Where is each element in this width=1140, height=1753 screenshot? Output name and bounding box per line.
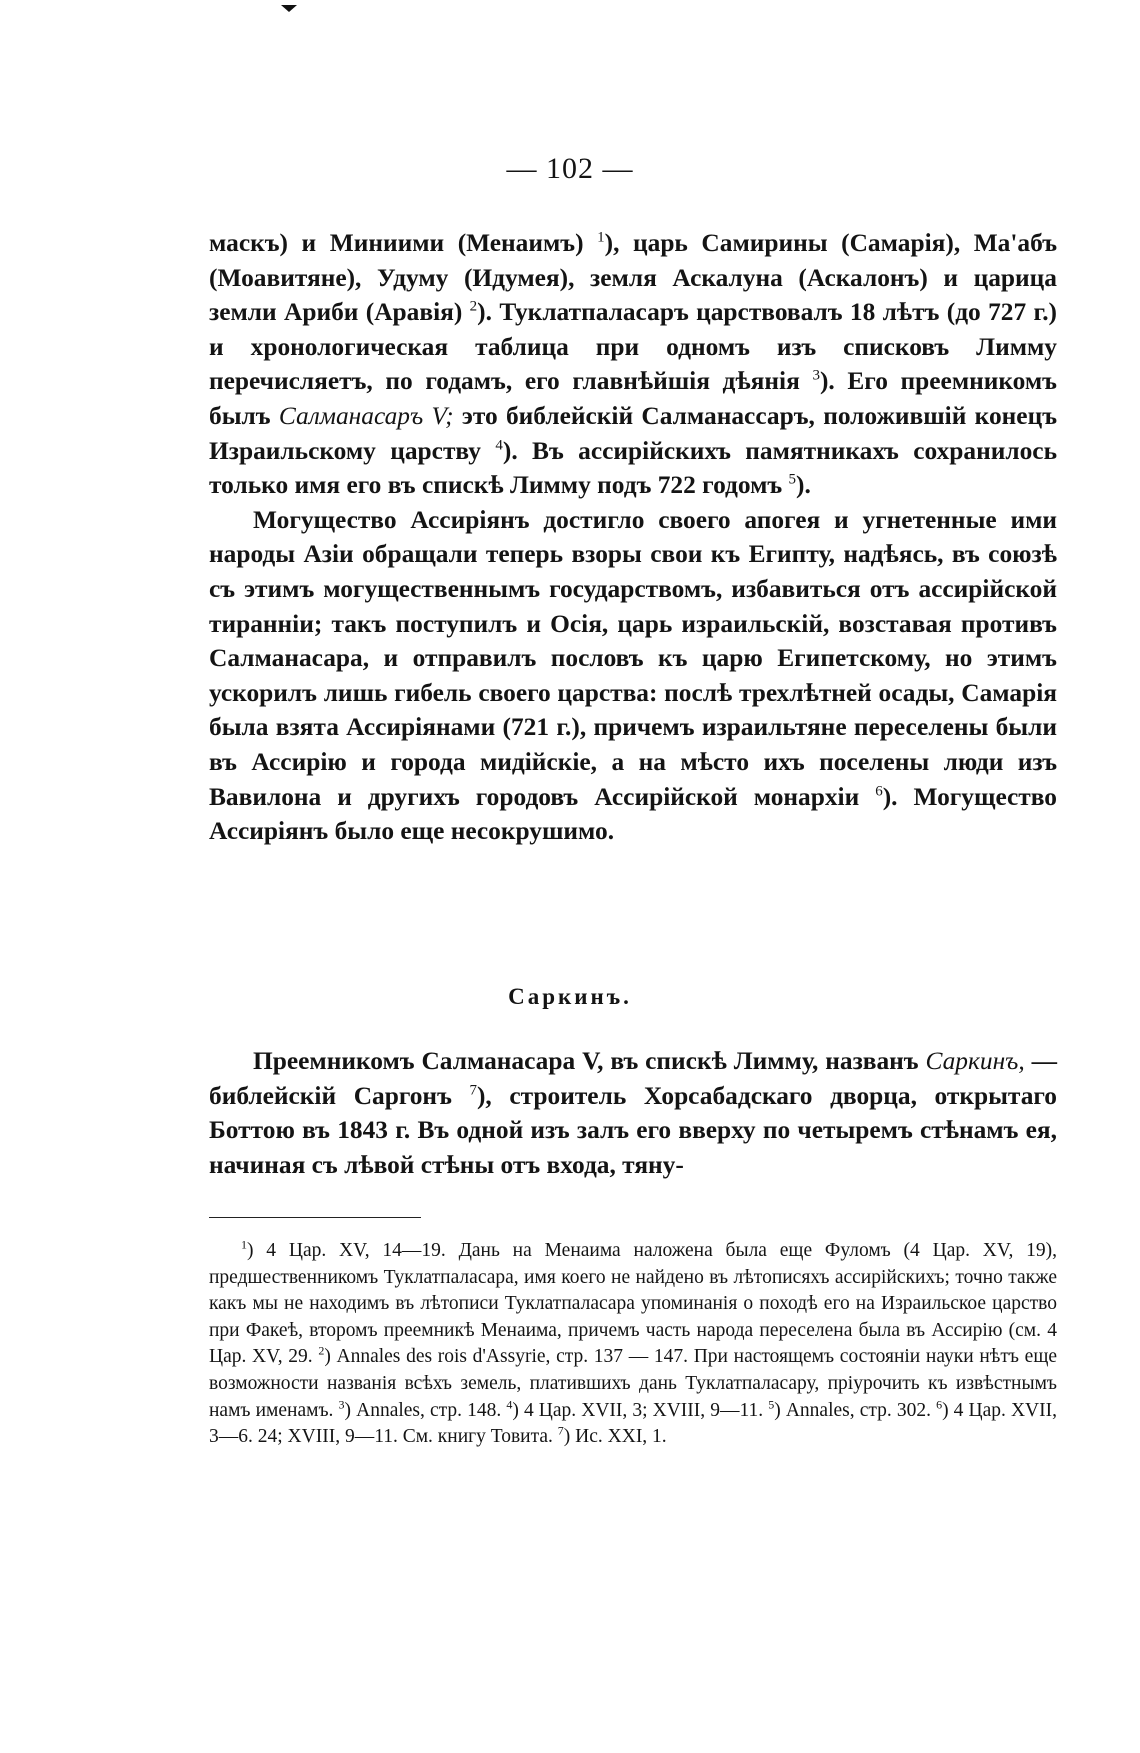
footnote-ref[interactable]: 4 xyxy=(495,437,503,454)
text-span: ). Его преемникомъ былъ xyxy=(209,367,1057,430)
footnote-text: ) 4 Цар. XVII, 3—6. 24; XVIII, 9—11. См. книгу Товита. xyxy=(209,1399,1057,1448)
page-number: — 102 — xyxy=(506,152,634,185)
section-heading: Саркинъ. xyxy=(508,984,632,1009)
footnote-mark: 7 xyxy=(557,1423,564,1438)
footnote-ref[interactable]: 7 xyxy=(469,1082,477,1099)
italic-name: Салманасаръ V; xyxy=(278,401,454,430)
text-span: ). Въ ассирійскихъ памятникахъ сохранилось только имя его въ спискѣ Лимму подъ 722 годомъ xyxy=(209,436,1057,500)
text-span: ), царь Самирины (Самарія), Ма'абъ (Моавитяне), Удуму (Идумея), земля Аскалуна (Аскалонъ) и царица земли Ариби (Аравія) xyxy=(209,229,1057,327)
footnote-text: ) 4 Цар. XV, 14—19. Дань на Менаима наложена была еще Фуломъ (4 Цар. XV, 19), предшественникомъ Туклатпаласара, имя коего не найдено въ лѣтописяхъ ассирійскихъ; точно также какъ мы не находимъ въ лѣтописи Туклатпаласара упоминанія о походѣ его на Израильское царство при Факеѣ, второмъ преемникѣ Менаима, причемъ часть народа переселена была въ Ассирію (см. 4 Цар. XV, 29. xyxy=(209,1240,1057,1368)
text-span: маскъ) и Миниими (Менаимъ) xyxy=(209,229,598,257)
footnote-mark: 3 xyxy=(338,1397,345,1412)
footnote-divider xyxy=(209,1217,421,1218)
text-span: ). Туклатпаласаръ царствовалъ 18 лѣтъ (до 727 г.) и хронологическая таблица при одномъ изъ списковъ Лимму перечисляетъ, по годамъ, его главнѣйшія дѣянія xyxy=(209,298,1057,396)
footnote-ref[interactable]: 5 xyxy=(788,471,797,488)
italic-name: Саркинъ, xyxy=(925,1047,1025,1075)
footnote-mark: 4 xyxy=(506,1397,513,1412)
main-text xyxy=(209,226,1057,849)
paragraph xyxy=(209,503,1057,849)
footnote-ref[interactable]: 6 xyxy=(875,783,883,800)
text-span: — библейскій Саргонъ xyxy=(209,1047,1057,1110)
text-span: ). xyxy=(796,471,811,500)
text-span: ), строитель Хорсабадскаго дворца, открытаго Боттою въ 1843 г. Въ одной изъ залъ его вверху по четыремъ стѣнамъ ея, начиная съ лѣвой стѣны отъ входа, тяну- xyxy=(209,1081,1057,1179)
text-span: Преемникомъ Салманасара V, въ спискѣ Лимму, названъ xyxy=(253,1047,926,1075)
arrow-mark-icon xyxy=(281,5,297,12)
footnote-mark: 1 xyxy=(241,1237,247,1252)
footnote-ref[interactable]: 2 xyxy=(469,298,478,315)
footnote-mark: 5 xyxy=(768,1397,775,1412)
footnote-block xyxy=(209,1238,1057,1451)
section-text xyxy=(209,1044,1057,1182)
footnote-mark: 2 xyxy=(318,1343,325,1358)
paragraph xyxy=(209,226,1057,503)
text-span: это библейскій Салманассаръ, положившій конецъ Израильскому царству xyxy=(209,401,1057,465)
paragraph xyxy=(209,1044,1057,1182)
footnote-ref[interactable]: 3 xyxy=(812,367,820,384)
footnote-mark: 6 xyxy=(936,1397,943,1412)
text-span: ). Могущество Ассиріянъ было еще несокрушимо. xyxy=(209,782,1057,846)
text-span: Могущество Ассиріянъ достигло своего апогея и угнетенные ими народы Азіи обращали теперь взоры свои къ Египту, надѣясь, въ союзѣ съ этимъ могущественнымъ государствомъ, избавиться отъ ассирійской тираннiи; такъ поступилъ и Осія, царь израильскій, возставая противъ Салманасара, и отправилъ пословъ къ царю Египетскому, но этимъ ускорилъ лишь гибель своего царства: послѣ трехлѣтней осады, Самарія была взята Ассиріянами (721 г.), причемъ израильтяне переселены были въ Ассирію и города мидійскіе, а на мѣсто ихъ поселены люди изъ Вавилона и другихъ городовъ Ассирійской монархіи xyxy=(209,505,1057,811)
footnote-text: ) Annales, стр. 302. xyxy=(774,1399,937,1421)
footnote-text: ) Ис. XXI, 1. xyxy=(563,1426,667,1448)
footnote-text: ) Annales des rois d'Assyrie, стр. 137 — 147. При настоящемъ состояніи науки нѣтъ еще возможности названія всѣхъ земель, платившихъ дань Туклатпаласару, пріурочить къ извѣстнымъ намъ именамъ. xyxy=(209,1346,1057,1421)
footnote-text: ) 4 Цар. XVII, 3; XVIII, 9—11. xyxy=(512,1399,769,1421)
footnotes xyxy=(209,1238,1057,1451)
footnote-text: ) Annales, стр. 148. xyxy=(344,1399,507,1421)
footnote-ref[interactable]: 1 xyxy=(597,229,605,246)
